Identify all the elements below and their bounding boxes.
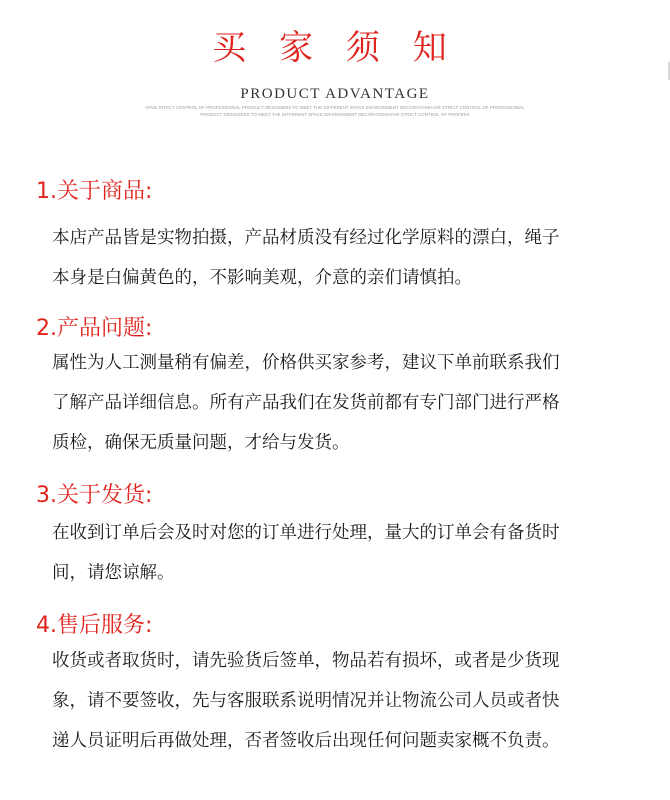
section-heading: 3.关于发货: [36,483,153,508]
body-line: 在收到订单后会及时对您的订单进行处理，量大的订单会有备货时 [52,523,560,543]
section-heading: 4.售后服务: [36,613,153,638]
body-line: 象，请不要签收，先与客服联系说明情况并让物流公司人员或者快 [52,691,560,711]
body-line: 本店产品皆是实物拍摄，产品材质没有经过化学原料的漂白，绳子 [52,228,560,248]
section-body [52,513,618,593]
page-subtitle: PRODUCT ADVANTAGE [240,86,430,102]
section-body [52,343,618,463]
section-body [52,641,618,761]
section-heading: 2.产品问题: [36,316,153,341]
body-line: 间，请您谅解。 [52,563,175,583]
header-tagline [115,104,555,118]
tagline-line-2: PRODUCT DESIGNERS TO MEET THE DIFFERENT SPACE ENVIRONMENT DECORATIONHAVE STRICT CONTROL OF PROFESS [200,112,470,117]
page-title: 买 家 须 知 [212,28,458,68]
section-body [52,218,618,298]
body-line: 质检，确保无质量问题，才给与发货。 [52,433,350,453]
section-heading: 1.关于商品: [36,179,153,204]
body-line: 递人员证明后再做处理，否者签收后出现任何问题卖家概不负责。 [52,731,560,751]
tagline-line-1: HAVE STRICT CONTROL OF PROFESSIONAL PRODUCT DESIGNERS TO MEET THE DIFFERENT SPACE ENVIRONMENT DECORATIONHAVE STRICT CONTROL OF PROFESSIONAL [145,105,525,110]
body-line: 本身是白偏黄色的，不影响美观，介意的亲们请慎拍。 [52,268,472,288]
body-line: 了解产品详细信息。所有产品我们在发货前都有专门部门进行严格 [52,393,560,413]
body-line: 收货或者取货时，请先验货后签单，物品若有损坏，或者是少货现 [52,651,560,671]
body-line: 属性为人工测量稍有偏差，价格供买家参考，建议下单前联系我们 [52,353,560,373]
